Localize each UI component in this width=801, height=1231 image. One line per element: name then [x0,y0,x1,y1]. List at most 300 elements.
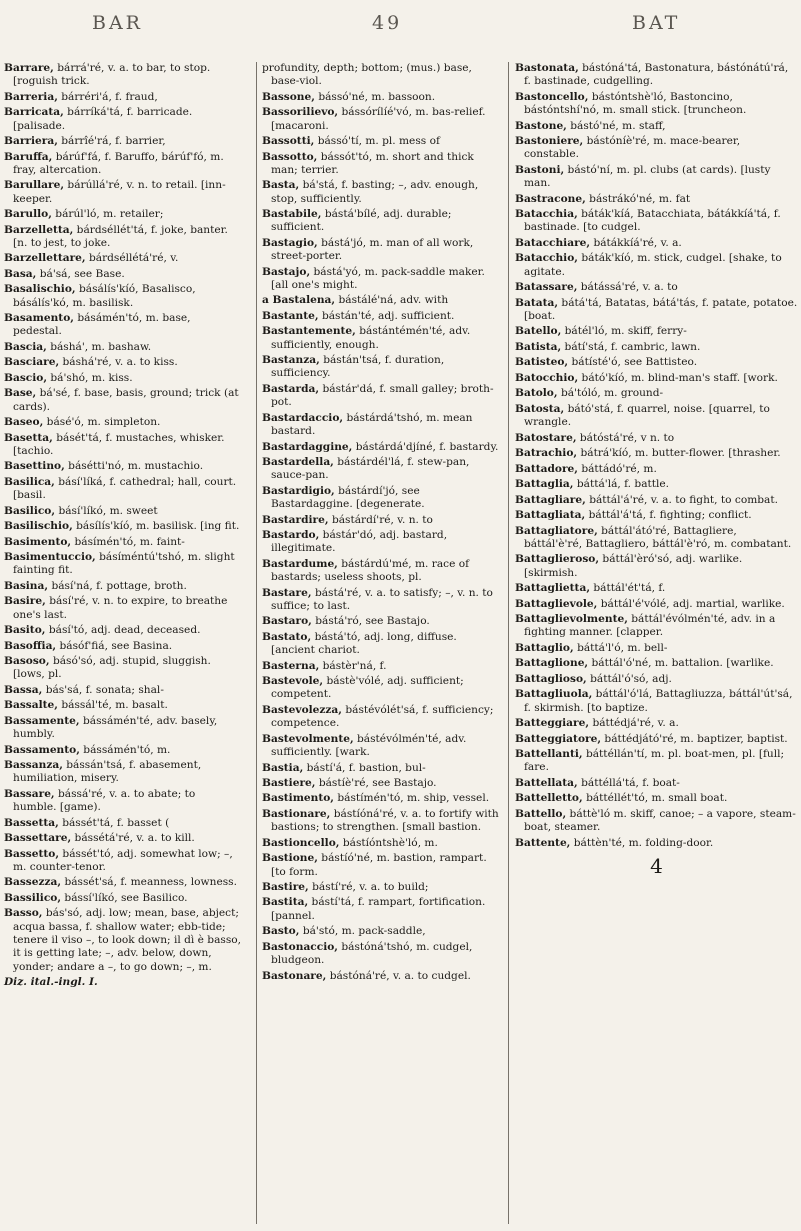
entry-headword: Bastare, [262,586,312,599]
entry-definition: bástárdí'jó, see Bastardaggine. [degenerate. [271,484,425,511]
entry-definition: báshá'ré, v. a. to kiss. [62,356,178,369]
entry-definition: bástár'dá, f. small galley; broth-pot. [271,382,494,409]
dictionary-entry [4,341,241,354]
page-header [0,6,801,42]
dictionary-entry [515,598,798,611]
entry-definition: básí'tó, adj. dead, deceased. [48,624,201,637]
dictionary-entry [515,341,798,354]
entry-definition: báttèn'té, m. folding-door. [573,836,714,849]
dictionary-entry [262,179,502,206]
dictionary-entry [262,106,502,133]
entry-definition: bátó'stá, f. quarrel, noise. [quarrel, to wrangle. [524,402,770,429]
dictionary-entry [515,91,798,118]
entry-definition: bástèr'ná, f. [322,659,387,672]
dictionary-entry [262,383,502,410]
dictionary-entry [515,733,798,746]
entry-headword: Bassa, [4,683,43,696]
dictionary-entry [515,447,798,460]
entry-headword: Bastardaccio, [262,411,344,424]
entry-definition: bássámén'té, adv. basely, humbly. [13,714,218,741]
dictionary-entry [4,832,241,845]
entry-definition: bá'stó, m. pack-saddle, [302,925,426,938]
dictionary-entry [515,792,798,805]
entry-headword: Basimento, [4,535,72,548]
entry-headword: Bassone, [262,90,315,103]
entry-headword: Barreria, [4,90,58,103]
dictionary-entry [262,266,502,293]
dictionary-entry [4,91,241,104]
dictionary-entry [515,642,798,655]
entry-headword: Bassilico, [4,891,62,904]
entry-headword: Bassanza, [4,759,63,772]
dictionary-entry [262,294,502,307]
entry-definition: bá'sá, see Base. [39,267,125,280]
entry-definition: bássót'tó, m. short and thick man; terrier. [271,150,474,176]
entry-headword: Bastone, [515,119,567,132]
entry-definition: báttál'ó'lá, Battagliuzza, báttál'út'sá, f. skirmish. [to baptize. [524,688,793,714]
entry-definition: bá'shó, m. kiss. [50,371,133,384]
entry-headword: Basto, [262,925,300,938]
dictionary-entry [4,817,241,830]
dictionary-entry [4,848,241,875]
dictionary-entry [262,325,502,352]
entry-definition: bárúf'fá, f. Baruffo, bárúf'fó, m. fray, altercation. [13,150,224,176]
entry-headword: Bassorilievo, [262,106,339,119]
entry-definition: bá'tóló, m. ground- [560,387,664,400]
entry-definition: báshá', m. bashaw. [50,340,152,353]
dictionary-entry [262,852,502,879]
entry-headword: Batteggiare, [515,717,590,730]
entry-headword: Battelletto, [515,792,583,805]
entry-definition: bástè'vólé, adj. sufficient; competent. [271,675,464,701]
entry-definition: báták'kíá, Batacchiata, bátákkíá'tá, f. bastinade. [to cudgel. [524,208,781,234]
entry-definition: básí'ré, v. n. to expire, to breathe one's last. [13,595,228,621]
dictionary-entry [262,441,502,454]
entry-headword: Bastaro, [262,615,312,628]
entry-headword: Basoso, [4,655,50,668]
entry-headword: Bastioncello, [262,836,340,849]
entry-definition: bástóná'tshó, m. cudgel, bludgeon. [271,940,473,967]
dictionary-entry [515,387,798,400]
entry-headword: Bassamente, [4,714,80,727]
entry-definition: bátássá'ré, v. a. to [580,281,678,294]
entry-headword: Bassettare, [4,832,72,845]
entry-definition: bástí'á, f. bastion, bul- [306,761,426,774]
dictionary-entry [4,460,241,473]
entry-headword: Bastimento, [262,792,334,805]
entry-headword: Basso, [4,907,43,920]
dictionary-entry [515,325,798,338]
dictionary-entry [262,456,502,483]
dictionary-entry [515,463,798,476]
entry-headword: Battaglione, [515,657,589,670]
entry-headword: Bastardo, [262,529,320,542]
dictionary-entry [4,892,241,905]
dictionary-entry [515,582,798,595]
entry-definition: bátó'kíó, m. blind-man's staff. [work. [581,371,778,384]
entry-headword: Battaglia, [515,478,574,491]
entry-definition: bá'stá, f. basting; –, adv. enough, stop, sufficiently. [271,179,479,205]
entry-definition: bástá'ré, v. a. to satisfy; –, v. n. to suffice; to last. [271,586,493,612]
entry-headword: Bastato, [262,630,312,643]
entry-headword: Basimentuccio, [4,551,96,564]
entry-headword: Basalischio, [4,283,76,296]
dictionary-entry [4,283,241,310]
entry-headword: Bastajo, [262,265,311,278]
entry-definition: bátísté'ó, see Battisteo. [571,356,698,369]
entry-headword: Barzelletta, [4,223,74,236]
dictionary-entry [262,91,502,104]
entry-headword: Batacchia, [515,208,578,221]
entry-definition: bástá'ró, see Bastajo. [315,615,430,628]
entry-headword: Battaglioso, [515,672,587,685]
dictionary-entry [262,412,502,439]
dictionary-entry [515,164,798,191]
dictionary-entry [4,715,241,742]
dictionary-entry [262,310,502,323]
dictionary-entry [515,193,798,206]
dictionary-entry [262,704,502,731]
dictionary-entry [262,62,502,89]
dictionary-entry [262,941,502,968]
entry-definition: báttá'l'ó, m. bell- [577,641,668,654]
dictionary-entry [262,881,502,894]
entry-headword: Basetta, [4,431,53,444]
dictionary-entry [262,151,502,178]
entry-definition: bástár'dó, adj. bastard, illegitimate. [271,529,448,555]
entry-definition: báttál'évólmén'té, adv. in a fighting manner. [clapper. [524,613,776,639]
entry-headword: Batteggiatore, [515,732,602,745]
entry-headword: Bastanza, [262,354,320,367]
dictionary-entry [515,372,798,385]
entry-headword: Bastevole, [262,675,324,688]
entry-headword: Bassare, [4,787,55,800]
entry-headword: Battaglio, [515,641,574,654]
entry-headword: Batacchiare, [515,236,591,249]
dictionary-entry [4,106,241,133]
entry-definition: bá'sé, f. base, basis, ground; trick (at cards). [13,387,239,413]
entry-headword: Battagliuola, [515,688,593,701]
dictionary-entry [4,684,241,697]
entry-definition: profundity, depth; bottom; (mus.) base, base-viol. [262,62,472,88]
dictionary-entry [262,660,502,673]
dictionary-entry [515,297,798,324]
dictionary-entry [4,624,241,637]
dictionary-entry [262,529,502,556]
dictionary-entry [262,675,502,702]
entry-headword: Bastarda, [262,382,320,395]
entry-headword: Bascia, [4,340,47,353]
dictionary-entry [515,837,798,850]
dictionary-entry [515,777,798,790]
dictionary-entry [4,759,241,786]
dictionary-entry [4,416,241,429]
entry-definition: bássórílíé'vó, m. bas-relief. [macaroni. [271,106,486,132]
entry-headword: Bassotto, [262,150,318,163]
entry-headword: Basoffia, [4,639,57,652]
dictionary-entry [515,432,798,445]
column-2 [256,62,502,1224]
entry-headword: Bastiere, [262,776,316,789]
entry-headword: Bastardigio, [262,484,335,497]
entry-definition: bássét'tó, adj. somewhat low; –, m. counter-tenor. [13,847,233,873]
dictionary-entry [4,356,241,369]
entry-definition: bássí'líkó, see Basilico. [64,891,188,904]
entry-definition: bárdséllétá'ré, v. [88,252,179,265]
entry-headword: Bastire, [262,881,309,893]
entry-definition: báttál'ó'só, adj. [590,672,672,685]
entry-definition: bástá'tó, adj. long, diffuse. [ancient chariot. [271,630,457,657]
dictionary-entry [4,62,241,89]
entry-headword: Barullare, [4,179,65,192]
entry-definition: básí'líkó, m. sweet [58,504,158,517]
entry-headword: Battellanti, [515,748,583,761]
entry-definition: bástrákó'né, m. fat [589,192,691,205]
entry-headword: a Bastalena, [262,294,336,307]
entry-headword: Batacchio, [515,252,578,265]
entry-headword: Batata, [515,296,559,309]
dictionary-entry [4,312,241,339]
dictionary-entry [4,699,241,712]
entry-definition: bástóntshè'ló, Bastoncino, bástóntshí'nó, m. small stick. [truncheon. [524,90,747,117]
entry-headword: Batista, [515,340,562,353]
entry-definition: bátrá'kíó, m. butter-flower. [thrasher. [580,447,781,460]
entry-headword: Battellata, [515,776,578,789]
entry-headword: Bastagio, [262,236,318,249]
entry-headword: Bastabile, [262,208,322,221]
dictionary-entry [4,432,241,459]
entry-headword: Batocchio, [515,371,579,384]
entry-definition: bástán'té, adj. sufficient. [321,309,455,322]
entry-definition: bástántémén'té, adv. sufficiently, enough. [271,325,471,351]
dictionary-entry [4,595,241,622]
dictionary-entry [4,151,241,178]
entry-definition: bássámén'tó, m. [83,743,171,756]
dictionary-entry [262,777,502,790]
entry-headword: Battente, [515,836,571,849]
entry-definition: bátél'ló, m. skiff, ferry- [564,325,687,338]
dictionary-entry [515,673,798,686]
entry-definition: bástíè'ré, see Bastajo. [318,776,437,789]
entry-definition: bástóná'tá, Bastonatura, bástónátú'rá, f. bastinade, cudgelling. [524,62,789,88]
entry-headword: Bassetto, [4,847,60,860]
dictionary-entry [4,788,241,815]
entry-definition: bátákkíá'ré, v. a. [593,236,682,249]
entry-definition: bárúl'ló, m. retailer; [55,208,164,221]
entry-definition: báttál'ó'né, m. battalion. [warlike. [591,657,774,670]
entry-definition: bástárdá'tshó, m. mean bastard. [271,411,473,438]
dictionary-entry [262,558,502,585]
dictionary-entry [4,135,241,148]
entry-definition: báttédjátó'ré, m. baptizer, baptist. [604,732,788,745]
entry-headword: Battaglievolmente, [515,613,628,626]
entry-headword: Baseo, [4,416,44,429]
entry-definition: bástíóná'ré, v. a. to fortify with bastions; to strengthen. [small bastion. [271,807,499,834]
dictionary-entry [4,580,241,593]
entry-headword: Batisteo, [515,356,569,369]
dictionary-entry [262,354,502,381]
dictionary-entry [515,657,798,670]
entry-headword: Barriera, [4,135,58,148]
entry-headword: Basilischio, [4,520,73,533]
entry-definition: bástó'né, m. staff, [570,119,666,132]
dictionary-entry [515,553,798,580]
dictionary-entry [262,970,502,983]
entry-headword: Bastonare, [262,969,327,982]
entry-definition: bássét'tá, f. basset ( [62,816,170,829]
entry-headword: Base, [4,387,37,400]
entry-headword: Basterna, [262,659,320,672]
entry-definition: bássá'ré, v. a. to abate; to humble. [game). [13,787,196,814]
dictionary-entry [515,356,798,369]
entry-headword: Basciare, [4,356,60,369]
entry-definition: básí'ná, f. pottage, broth. [51,579,187,592]
entry-headword: Bastevolmente, [262,732,354,745]
entry-headword: Basito, [4,624,46,637]
entry-definition: bássán'tsá, f. abasement, humiliation, misery. [13,759,202,785]
dictionary-entry [4,907,241,973]
entry-definition: báttè'ló m. skiff, canoe; – a vapore, steam-boat, steamer. [524,807,796,834]
entry-definition: bássó'tí, m. pl. mess of [317,135,440,148]
entry-definition: bástí'tá, f. rampart, fortification. [pannel. [271,896,486,922]
entry-headword: Barricata, [4,106,64,119]
entry-headword: Basa, [4,267,37,280]
entry-definition: báták'kíó, m. stick, cudgel. [shake, to agitate. [524,252,782,278]
entry-definition: bárúllá'ré, v. n. to retail. [inn-keeper. [13,179,226,205]
entry-definition: básí'líká, f. cathedral; hall, court. [basil. [13,475,237,502]
entry-headword: Bastia, [262,761,304,774]
entry-definition: bárríká'tá, f. barricade. [palisade. [13,106,193,132]
dictionary-entry [4,224,241,251]
dictionary-entry [515,525,798,552]
dictionary-entry [4,551,241,578]
entry-definition: bárrá'ré, v. a. to bar, to stop. [roguish trick. [13,62,211,88]
entry-headword: Bassetta, [4,816,59,829]
dictionary-entry [4,476,241,503]
entry-definition: bássét'sá, f. meanness, lowness. [64,876,237,889]
entry-definition: bás'sá, f. sonata; shal- [45,683,164,696]
dictionary-entry [515,478,798,491]
dictionary-entry [4,655,241,682]
entry-definition: básíméntú'tshó, m. slight fainting fit. [13,551,235,577]
column-1 [4,62,241,992]
entry-definition: bástárdél'lá, f. stew-pan, sauce-pan. [271,456,470,482]
entry-headword: Batolo, [515,387,558,400]
entry-definition: báttál'é'vólé, adj. martial, warlike. [600,597,785,610]
entry-headword: Battaglieroso, [515,553,600,566]
dictionary-entry [515,403,798,430]
dictionary-entry [262,135,502,148]
entry-headword: Basettino, [4,460,65,473]
dictionary-entry [515,237,798,250]
dictionary-entry [262,808,502,835]
entry-definition: básét'tá, f. mustaches, whisker. [tachio. [13,431,225,457]
entry-headword: Battagliata, [515,509,586,522]
entry-headword: Bastracone, [515,192,586,205]
entry-definition: báttál'á'ré, v. a. to fight, to combat. [589,493,778,506]
dictionary-entry [515,120,798,133]
dictionary-entry [515,135,798,162]
entry-definition: báttédjá'ré, v. a. [592,717,679,730]
entry-headword: Bastoniere, [515,135,584,148]
header-right-guideword: BAT [632,12,681,34]
dictionary-entry [4,505,241,518]
entry-definition: bástán'tsá, f. duration, sufficiency. [271,354,445,380]
entry-definition: básóf'fiá, see Basina. [59,639,173,652]
entry-headword: Baruffa, [4,150,53,163]
entry-definition: bátí'stá, f. cambric, lawn. [564,340,701,353]
dictionary-entry [4,372,241,385]
volume-footer: Diz. ital.-ingl. I. [4,976,98,989]
entry-headword: Bastante, [262,309,319,322]
entry-headword: Bassamento, [4,743,80,756]
entry-definition: bástóníè'ré, m. mace-bearer, constable. [524,135,741,161]
entry-headword: Bastardella, [262,456,334,469]
entry-definition: bástévólét'sá, f. sufficiency; competence. [271,703,494,730]
entry-headword: Battadore, [515,462,578,475]
dictionary-entry [262,896,502,923]
header-page-number: 49 [372,12,403,34]
entry-headword: Barrare, [4,62,54,74]
entry-definition: bástímén'tó, m. ship, vessel. [337,792,490,805]
entry-headword: Basamento, [4,312,74,325]
entry-headword: Bastardaggine, [262,440,353,453]
entry-headword: Bastionare, [262,807,331,820]
entry-definition: bástárdá'djíné, f. bastardy. [355,440,499,453]
entry-headword: Battagliatore, [515,524,598,537]
dictionary-entry [262,925,502,938]
entry-definition: básé'ó, m. simpleton. [46,416,161,429]
dictionary-entry [4,520,241,533]
entry-definition: bástá'yó, m. pack-saddle maker. [all one's might. [271,265,485,291]
entry-definition: bátá'tá, Batatas, bátá'tás, f. patate, potatoe. [boat. [524,296,798,322]
entry-definition: báttál'ét'tá, f. [593,582,666,595]
entry-headword: Batostare, [515,431,577,444]
entry-definition: báttéllán'tí, m. pl. boat-men, pl. [full; fare. [524,748,785,774]
entry-definition: básó'só, adj. stupid, sluggish. [lows, pl. [13,655,211,681]
entry-definition: bástárdú'mé, m. race of bastards; useless shoots, pl. [271,557,470,584]
entry-headword: Basilica, [4,475,55,488]
entry-headword: Battello, [515,807,567,820]
dictionary-entry [515,494,798,507]
entry-headword: Bastoncello, [515,90,589,103]
entry-definition: bástí'ré, v. a. to build; [312,881,429,893]
dictionary-entry [515,688,798,715]
entry-definition: bástá'bílé, adj. durable; sufficient. [271,208,452,234]
entry-headword: Bassotti, [262,135,315,148]
signature-number: 4 [650,853,663,878]
entry-definition: báttál'èró'só, adj. warlike. [skirmish. [524,553,743,579]
entry-definition: bástó'ní, m. pl. clubs (at cards). [lusty man. [524,163,771,190]
entry-definition: báttádó'ré, m. [581,462,657,475]
entry-headword: Basilico, [4,504,56,517]
dictionary-entry [515,717,798,730]
dictionary-entry [262,485,502,512]
entry-headword: Bascio, [4,371,48,384]
entry-headword: Batello, [515,325,562,338]
entry-headword: Barzellettare, [4,252,86,265]
dictionary-entry [515,208,798,235]
entry-definition: bárdséllét'tá, f. joke, banter. [n. to jest, to joke. [13,223,228,249]
dictionary-entry [262,762,502,775]
dictionary-entry [515,613,798,640]
entry-definition: bástóná'ré, v. a. to cudgel. [329,969,471,982]
entry-definition: bástíóntshè'ló, m. [342,836,438,849]
dictionary-entry [262,514,502,527]
dictionary-entry [515,62,798,89]
entry-definition: bástá'jó, m. man of all work, street-porter. [271,236,474,263]
dictionary-entry [515,808,798,835]
